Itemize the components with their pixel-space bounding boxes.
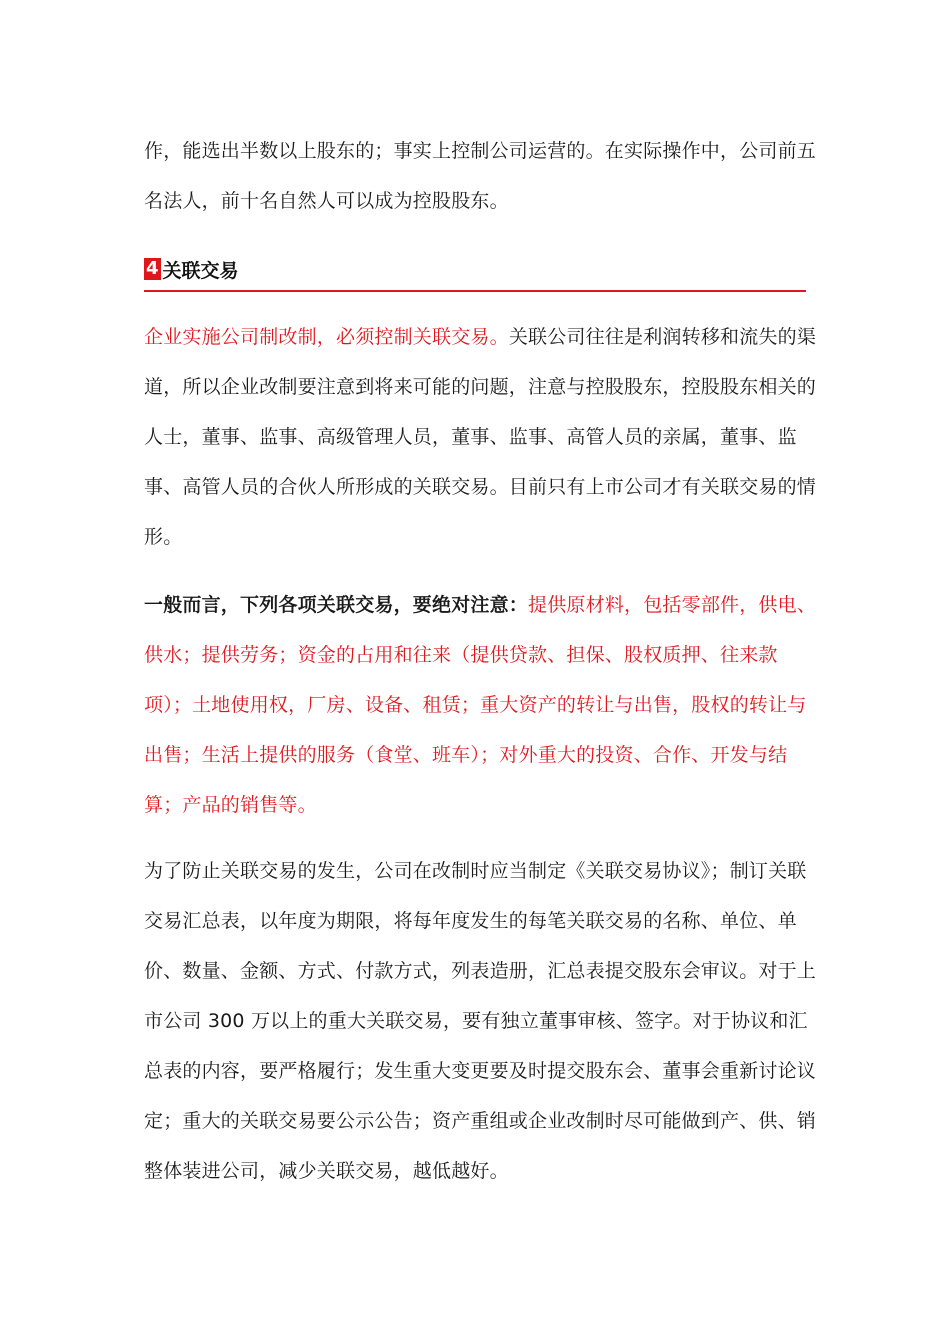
section-title: 关联交易 — [162, 259, 239, 282]
highlight-text: 企业实施公司制改制，必须控制关联交易。 — [144, 326, 509, 348]
paragraph-related-transactions — [144, 312, 820, 562]
paragraph-prevention-measures: 为了防止关联交易的发生，公司在改制时应当制定《关联交易协议》；制订关联交易汇总表，以年度为期限，将每年度发生的每笔关联交易的名称、单位、单价、数量、金额、方式、付款方式，列表造册，汇总表提交股东会审议。对于上市公司 300 万以上的重大关联交易，要有独立董事审核、签字。对于协议和汇总表的内容，要严格履行；发生重大变更要及时提交股东会、董事会重新讨论议定；重大的关联交易要公示公告；资产重组或企业改制时尽可能做到产、供、销整体装进公司，减少关联交易，越低越好。 — [144, 860, 817, 1182]
section-divider — [144, 290, 806, 292]
section-heading — [144, 255, 239, 283]
section-number-badge: 4 — [146, 258, 159, 279]
lead-text: 一般而言，下列各项关联交易，要绝对注意： — [144, 594, 529, 616]
paragraph-controlling-shareholder: 作，能选出半数以上股东的；事实上控制公司运营的。在实际操作中，公司前五名法人，前十名自然人可以成为控股股东。 — [144, 140, 817, 212]
transaction-items: 提供原材料，包括零部件，供电、供水；提供劳务；资金的占用和往来（提供贷款、担保、股权质押、往来款项）；土地使用权，厂房、设备、租赁；重大资产的转让与出售，股权的转让与出售；生活上提供的服务（食堂、班车）；对外重大的投资、合作、开发与结算；产品的销售等。 — [144, 594, 817, 816]
paragraph-transaction-list — [144, 580, 820, 830]
body-text: 关联公司往往是利润转移和流失的渠道，所以企业改制要注意到将来可能的问题，注意与控股股东，控股股东相关的人士，董事、监事、高级管理人员，董事、监事、高管人员的亲属，董事、监事、高管人员的合伙人所形成的关联交易。目前只有上市公司才有关联交易的情形。 — [144, 326, 817, 548]
